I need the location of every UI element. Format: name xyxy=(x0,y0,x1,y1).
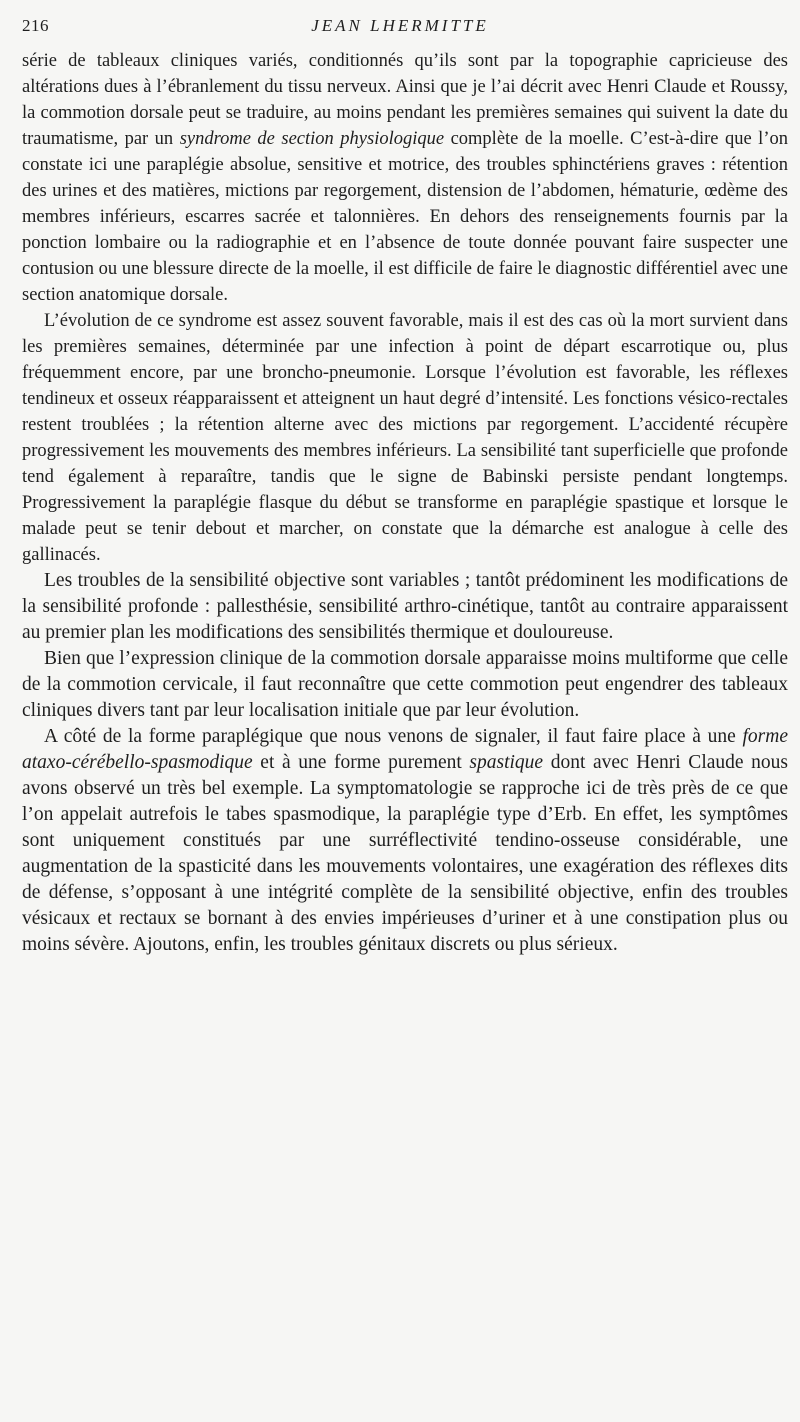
paragraph-5-emphasis-1: forme ataxo-cérébello-spasmodique xyxy=(22,726,788,773)
running-head xyxy=(22,16,778,40)
paragraph-2-text: L’évolution de ce syndrome est assez souvent favorable, mais il est des cas où la mort survient dans les premières semaines, déterminée par une infection à point de départ escarrotique ou, plus fréquemment encore, par une broncho-pneumonie. Lorsque l’évolution est favorable, les réflexes tendineux et osseux réapparaissent et atteignent un haut degré d’intensité. Les fonctions vésico-rectales restent troublées ; la rétention alterne avec des mictions par regorgement. L’accidenté récupère progressivement les mouvements des membres inférieurs. La sensibilité tant superficielle que profonde tend également à reparaître, tandis que le signe de Babinski persiste pendant longtemps. Progressivement la paraplégie flasque du début se transforme en paraplégie spastique et lorsque le malade peut se tenir debout et marcher, on constate que la démarche est analogue à celle des gallinacés. xyxy=(22,311,788,565)
paragraph-2 xyxy=(22,308,788,568)
body-text xyxy=(22,48,788,958)
running-title: JEAN LHERMITTE xyxy=(311,16,489,35)
paragraph-4-text: Bien que l’expression clinique de la commotion dorsale apparaisse moins multiforme que celle de la commotion cervicale, il faut reconnaître que cette commotion peut engendrer des tableaux cliniques divers tant par leur localisation initiale que par leur évolution. xyxy=(22,648,788,721)
paragraph-1-text: série de tableaux cliniques variés, conditionnés qu’ils sont par la topographie capricieuse des altérations dues à l’ébranlement du tissu nerveux. Ainsi que je l’ai décrit avec Henri Claude et Roussy, la commotion dorsale peut se traduire, au moins pendant les premières semaines qui suivent la date du traumatisme, par un xyxy=(22,51,788,149)
paragraph-5 xyxy=(22,724,788,958)
paragraph-5-emphasis-2: spastique xyxy=(469,752,544,773)
paragraph-5-text-end: dont avec Henri Claude nous avons observé un très bel exemple. La symptomatologie se rapproche ici de très près de ce que l’on appelait autrefois le tabes spasmodique, la paraplégie type d’Erb. En effet, les symptômes sont uniquement constitués par une surréflectivité tendino-osseuse considérable, une augmentation de la spasticité dans les mouvements volontaires, une exagération des réflexes dits de défense, s’opposant à une intégrité complète de la sensibilité objective, enfin des troubles vésicaux et rectaux se bornant à des envies impérieuses d’uriner et à une constipation plus ou moins sévère. Ajoutons, enfin, les troubles génitaux discrets ou plus sérieux. xyxy=(22,752,788,955)
paragraph-3-text: Les troubles de la sensibilité objective sont variables ; tantôt prédominent les modifications de la sensibilité profonde : pallesthésie, sensibilité arthro-cinétique, tantôt au contraire apparaissent au premier plan les modifications des sensibilités thermique et douloureuse. xyxy=(22,570,788,643)
paragraph-1-text-end: complète de la moelle. C’est-à-dire que l’on constate ici une paraplégie absolue, sensitive et motrice, des troubles sphinctériens graves : rétention des urines et des matières, mictions par regorgement, distension de l’abdomen, hématurie, œdème des membres inférieurs, escarres sacrée et talonnières. En dehors des renseignements fournis par la ponction lombaire ou la radiographie et en l’absence de toute donnée pouvant faire suspecter une contusion ou une blessure directe de la moelle, il est difficile de faire le diagnostic différentiel avec une section anatomique dorsale. xyxy=(22,129,788,305)
paragraph-1-emphasis: syndrome de section physiologique xyxy=(179,129,445,149)
paragraph-5-text-middle: et à une forme purement xyxy=(252,752,470,773)
paragraph-3 xyxy=(22,568,788,646)
page-number: 216 xyxy=(22,16,49,35)
paragraph-4 xyxy=(22,646,788,724)
paragraph-1 xyxy=(22,48,788,308)
paragraph-5-text: A côté de la forme paraplégique que nous venons de signaler, il faut faire place à une xyxy=(44,726,743,747)
